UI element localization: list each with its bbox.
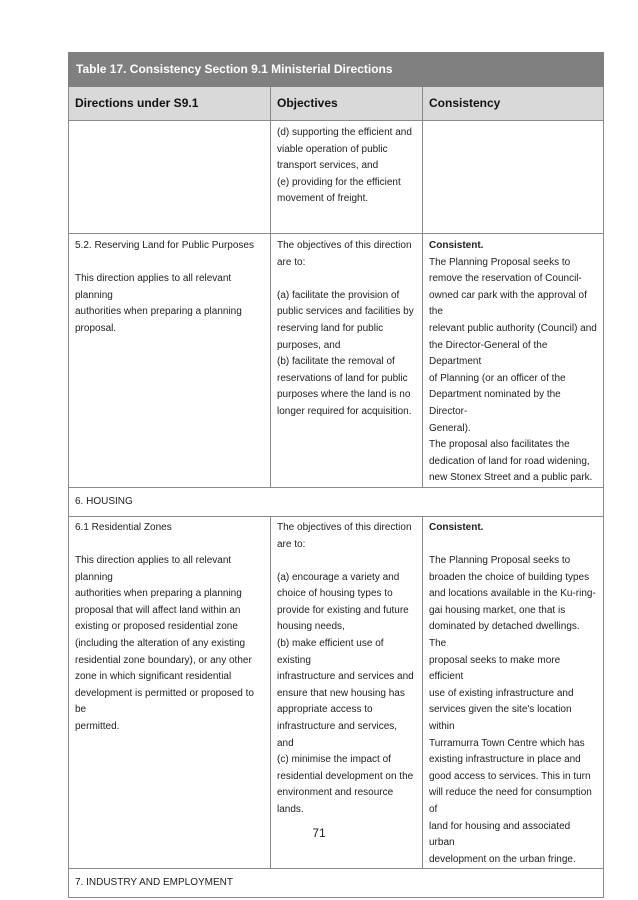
consistency-cell [423,516,604,868]
section-heading-industry: 7. INDUSTRY AND EMPLOYMENT [69,869,604,898]
section-row [69,869,604,898]
table-title: Table 17. Consistency Section 9.1 Ministerial Directions [69,53,604,87]
table-title-row [69,53,604,87]
section-row [69,487,604,516]
consistency-text: The Planning Proposal seeks to broaden the choice of building types and locations available in the Ku-ring- gai housing market, one that is dominated by detached dwellings. The proposal seeks to make more efficient use of existing infrastructure and services given the site's location within Turramurra Town Centre which has existing infrastructure in place and good access to services. This in turn will reduce the need for consumption of land for housing and associated urban development on the urban fringe. [429,555,596,865]
table-row [69,516,604,868]
direction-cell [69,121,271,234]
page-number: 71 [312,826,326,840]
direction-cell: 6.1 Residential Zones This direction applies to all relevant planning authorities when preparing a planning proposal that will affect land within an existing or proposed residential zone (including the alteration of any existing residential zone boundary), or any other zone in which significant residential development is permitted or proposed to be permitted. [69,516,271,868]
table-row [69,121,604,234]
header-consistency: Consistency [423,87,604,121]
header-directions: Directions under S9.1 [69,87,271,121]
table-row [69,234,604,488]
consistency-cell [423,121,604,234]
objectives-cell: (d) supporting the efficient and viable operation of public transport services, and (e) providing for the efficient movement of freight. [271,121,423,234]
header-objectives: Objectives [271,87,423,121]
direction-cell: 5.2. Reserving Land for Public Purposes This direction applies to all relevant planning authorities when preparing a planning proposal. [69,234,271,488]
section-heading-housing: 6. HOUSING [69,487,604,516]
consistency-heading: Consistent. [429,240,484,251]
ministerial-directions-table [68,52,604,898]
table-header-row [69,87,604,121]
consistency-heading: Consistent. [429,521,484,533]
consistency-text: The Planning Proposal seeks to remove the reservation of Council- owned car park with the approval of the relevant public authority (Council) and the Director-General of the Department of Planning (or an officer of the Department nominated by the Director- General). The proposal also facilitates the dedication of land for road widening, new Stonex Street and a public park. [429,256,597,484]
objectives-cell: The objectives of this direction are to: (a) facilitate the provision of public services and facilities by reserving land for public purposes, and (b) facilitate the removal of reservations of land for public purposes where the land is no longer required for acquisition. [271,234,423,488]
consistency-cell [423,234,604,488]
objectives-cell: The objectives of this direction are to: (a) encourage a variety and choice of housing types to provide for existing and future housing needs, (b) make efficient use of existing infrastructure and services and ensure that new housing has appropriate access to infrastructure and services, and (c) minimise the impact of residential development on the environment and resource lands. [271,516,423,868]
